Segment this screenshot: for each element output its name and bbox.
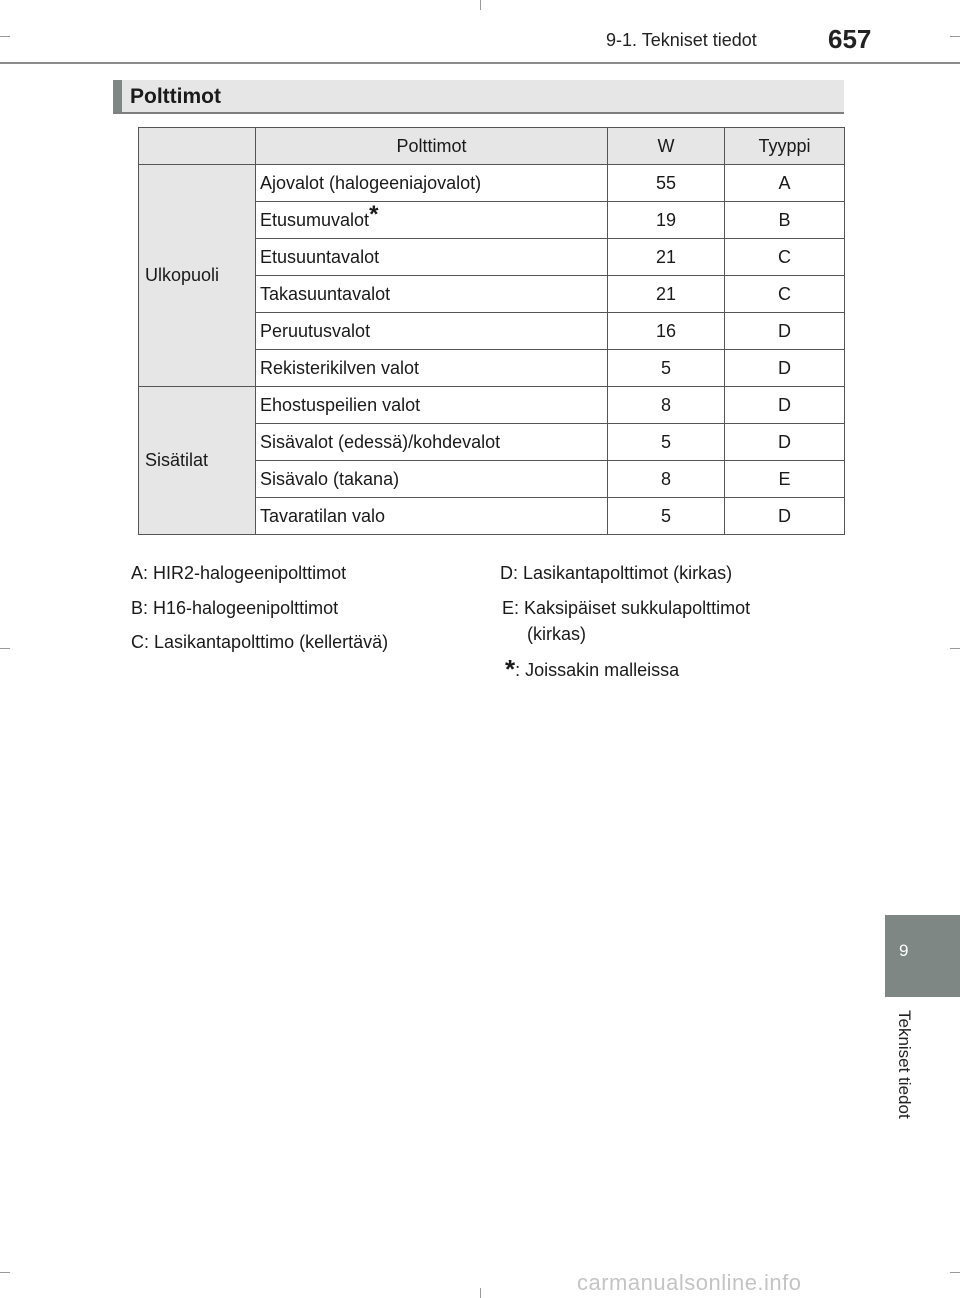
- column-header-type: Tyyppi: [725, 128, 845, 165]
- watt-cell: 8: [608, 387, 725, 424]
- legend-d: D: Lasikantapolttimot (kirkas): [500, 563, 733, 583]
- legend-b: B: H16-halogeenipolttimot: [131, 598, 339, 618]
- crop-mark: [480, 1288, 481, 1298]
- footnote-text: : Joissakin malleissa: [515, 660, 680, 680]
- bulb-name: Takasuuntavalot: [260, 283, 391, 304]
- bulb-cell: [256, 276, 608, 313]
- column-header-watt: W: [608, 128, 725, 165]
- type-cell: B: [725, 202, 845, 239]
- watt-cell: 16: [608, 313, 725, 350]
- legend-e: E: Kaksipäiset sukkulapolttimot: [502, 598, 751, 618]
- section-title-bar: [113, 80, 844, 114]
- watt-cell: 21: [608, 239, 725, 276]
- watermark: carmanualsonline.info: [577, 1270, 802, 1295]
- crop-mark: [950, 1272, 960, 1273]
- watt-cell: 19: [608, 202, 725, 239]
- type-cell: D: [725, 498, 845, 535]
- column-header-group: [139, 128, 256, 165]
- bulb-name: Ajovalot (halogeeniajovalot): [260, 172, 482, 193]
- group-cell: Sisätilat: [139, 387, 256, 535]
- table-header-row: [139, 128, 845, 165]
- type-cell: A: [725, 165, 845, 202]
- section-title: Polttimot: [130, 85, 221, 108]
- table-row: [139, 387, 845, 424]
- legend-e-continuation: (kirkas): [527, 624, 586, 644]
- bulb-cell: [256, 350, 608, 387]
- watt-cell: 8: [608, 461, 725, 498]
- running-header-section: 9-1. Tekniset tiedot: [606, 30, 757, 50]
- crop-mark: [0, 648, 10, 649]
- type-cell: D: [725, 424, 845, 461]
- type-cell: D: [725, 387, 845, 424]
- watt-cell: 5: [608, 424, 725, 461]
- footnote-star-icon: *: [369, 200, 379, 228]
- bulb-table: [138, 127, 845, 535]
- bulb-name: Sisävalo (takana): [260, 468, 400, 489]
- crop-mark: [950, 648, 960, 649]
- type-cell: D: [725, 313, 845, 350]
- section-title-accent: [113, 80, 122, 112]
- footnote-star-icon: *: [505, 654, 516, 684]
- group-cell: Ulkopuoli: [139, 165, 256, 387]
- type-cell: D: [725, 350, 845, 387]
- table-row: [139, 165, 845, 202]
- watt-cell: 55: [608, 165, 725, 202]
- crop-mark: [950, 36, 960, 37]
- page-number: 657: [828, 24, 872, 54]
- legend-c: C: Lasikantapolttimo (kellertävä): [131, 632, 389, 652]
- chapter-number: 9: [899, 941, 909, 960]
- type-cell: C: [725, 276, 845, 313]
- bulb-name: Etusuuntavalot: [260, 246, 380, 267]
- bulb-name: Rekisterikilven valot: [260, 357, 420, 378]
- bulb-cell: [256, 239, 608, 276]
- bulb-cell: [256, 498, 608, 535]
- bulb-cell: [256, 313, 608, 350]
- bulb-cell: [256, 387, 608, 424]
- bulb-cell: [256, 202, 608, 239]
- chapter-label: Tekniset tiedot: [895, 1010, 914, 1119]
- crop-mark: [0, 1272, 10, 1273]
- chapter-tab: [885, 915, 960, 997]
- bulb-cell: [256, 424, 608, 461]
- type-cell: E: [725, 461, 845, 498]
- bulb-name: Peruutusvalot: [260, 320, 371, 341]
- crop-mark: [0, 36, 10, 37]
- column-header-bulbs: Polttimot: [256, 128, 608, 165]
- legend-footnote: [505, 654, 679, 685]
- header-divider: [0, 62, 960, 64]
- legend-a: A: HIR2-halogeenipolttimot: [131, 563, 347, 583]
- watt-cell: 21: [608, 276, 725, 313]
- bulb-cell: [256, 461, 608, 498]
- bulb-name: Sisävalot (edessä)/kohdevalot: [260, 431, 501, 452]
- type-cell: C: [725, 239, 845, 276]
- bulb-name: Ehostuspeilien valot: [260, 394, 421, 415]
- bulb-name: Tavaratilan valo: [260, 505, 386, 526]
- bulb-name: Etusumuvalot: [260, 209, 370, 230]
- crop-mark: [480, 0, 481, 10]
- watt-cell: 5: [608, 498, 725, 535]
- bulb-cell: [256, 165, 608, 202]
- watt-cell: 5: [608, 350, 725, 387]
